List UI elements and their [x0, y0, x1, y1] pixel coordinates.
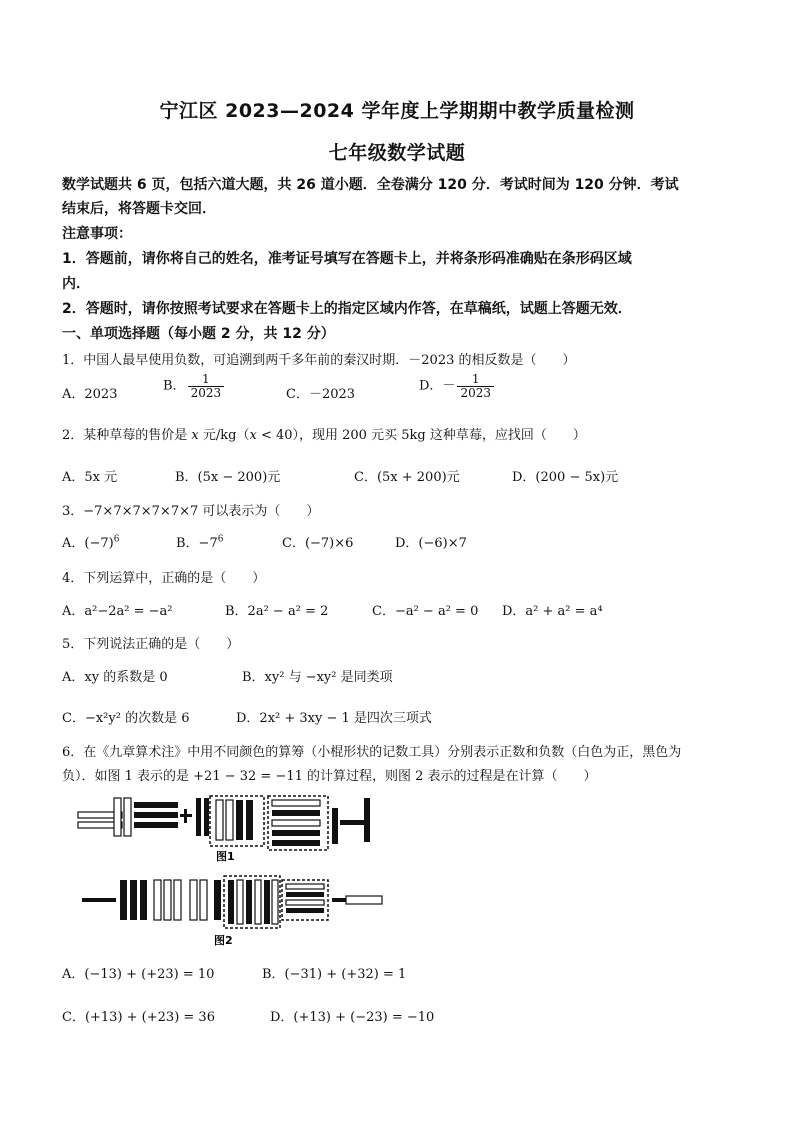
section-1-heading: 一、单项选择题（每小题 2 分，共 12 分） — [62, 326, 335, 342]
q3-stem: 3．−7×7×7×7×7×7 可以表示为（ ） — [62, 504, 320, 519]
figure-1 — [76, 794, 376, 862]
q2-option-c: C．(5x + 200)元 — [354, 470, 460, 485]
q4-option-a: A．a²−2a² = −a² — [62, 604, 173, 619]
note-1-line-1: 1．答题前，请你将自己的姓名，准考证号填写在答题卡上，并将条形码准确贴在条形码区域 — [62, 251, 632, 267]
q6-stem-line-2: 负）．如图 1 表示的是 +21 − 32 = −11 的计算过程，则图 2 表示的过程是在计算（ ） — [62, 769, 597, 784]
intro-line-1: 数学试题共 6 页，包括六道大题，共 26 道小题．全卷满分 120 分．考试时间为 120 分钟．考试 — [62, 177, 679, 193]
q5-option-d: D．2x² + 3xy − 1 是四次三项式 — [236, 711, 432, 726]
q3-option-b: B．$-7^6$ — [176, 534, 224, 551]
intro-line-2: 结束后，将答题卡交回． — [62, 201, 216, 217]
figure-2 — [80, 874, 390, 946]
q4-option-b: B．2a² − a² = 2 — [225, 604, 329, 619]
q1-option-a: A．2023 — [62, 387, 118, 402]
q6-option-a: A．(−13) + (+23) = 10 — [62, 967, 215, 982]
q5-option-b: B．xy² 与 −xy² 是同类项 — [242, 670, 393, 685]
exam-title: 宁江区 2023—2024 学年度上学期期中教学质量检测 — [159, 100, 635, 122]
q5-stem: 5．下列说法正确的是（ ） — [62, 637, 240, 652]
q1-option-d: D．－ $\frac{1}{2023}$ — [419, 373, 496, 399]
q5-option-c: C．−x²y² 的次数是 6 — [62, 711, 190, 726]
q4-stem: 4．下列运算中，正确的是（ ） — [62, 571, 266, 586]
q6-stem-line-1: 6．在《九章算术注》中用不同颜色的算筹（小棍形状的记数工具）分别表示正数和负数（白色为正，黑色为 — [62, 745, 682, 760]
q4-option-d: D．a² + a² = a⁴ — [502, 604, 603, 619]
figure-2-label: 图2 — [214, 934, 233, 946]
q2-stem: 2．某种草莓的售价是 x 元/kg（x < 40），现用 200 元买 5kg 这种草莓，应找回（ ） — [62, 428, 586, 443]
q6-option-b: B．(−31) + (+32) = 1 — [262, 967, 407, 982]
q2-option-a: A．5x 元 — [62, 470, 118, 485]
notes-heading: 注意事项： — [62, 226, 132, 242]
q1-option-c: C．－2023 — [286, 387, 356, 402]
q1-option-b: B． $\frac{1}{2023}$ — [163, 373, 226, 399]
q2-option-b: B．(5x − 200)元 — [175, 470, 281, 485]
q3-option-c: C．(−7)×6 — [282, 536, 354, 551]
q3-option-a: A．$(-7)^6$ — [62, 534, 120, 551]
q6-option-c: C．(+13) + (+23) = 36 — [62, 1010, 215, 1025]
exam-subtitle: 七年级数学试题 — [328, 142, 466, 164]
q5-option-a: A．xy 的系数是 0 — [62, 670, 168, 685]
q4-option-c: C．−a² − a² = 0 — [372, 604, 479, 619]
note-1-line-2: 内． — [62, 276, 90, 292]
q2-option-d: D．(200 − 5x)元 — [512, 470, 619, 485]
q1-stem: 1．中国人最早使用负数，可追溯到两千多年前的秦汉时期．－2023 的相反数是（ ） — [62, 353, 576, 368]
q6-option-d: D．(+13) + (−23) = −10 — [270, 1010, 435, 1025]
note-2: 2．答题时，请你按照考试要求在答题卡上的指定区域内作答，在草稿纸，试题上答题无效． — [62, 301, 632, 317]
figure-1-label: 图1 — [216, 850, 235, 862]
q3-option-d: D．(−6)×7 — [395, 536, 467, 551]
